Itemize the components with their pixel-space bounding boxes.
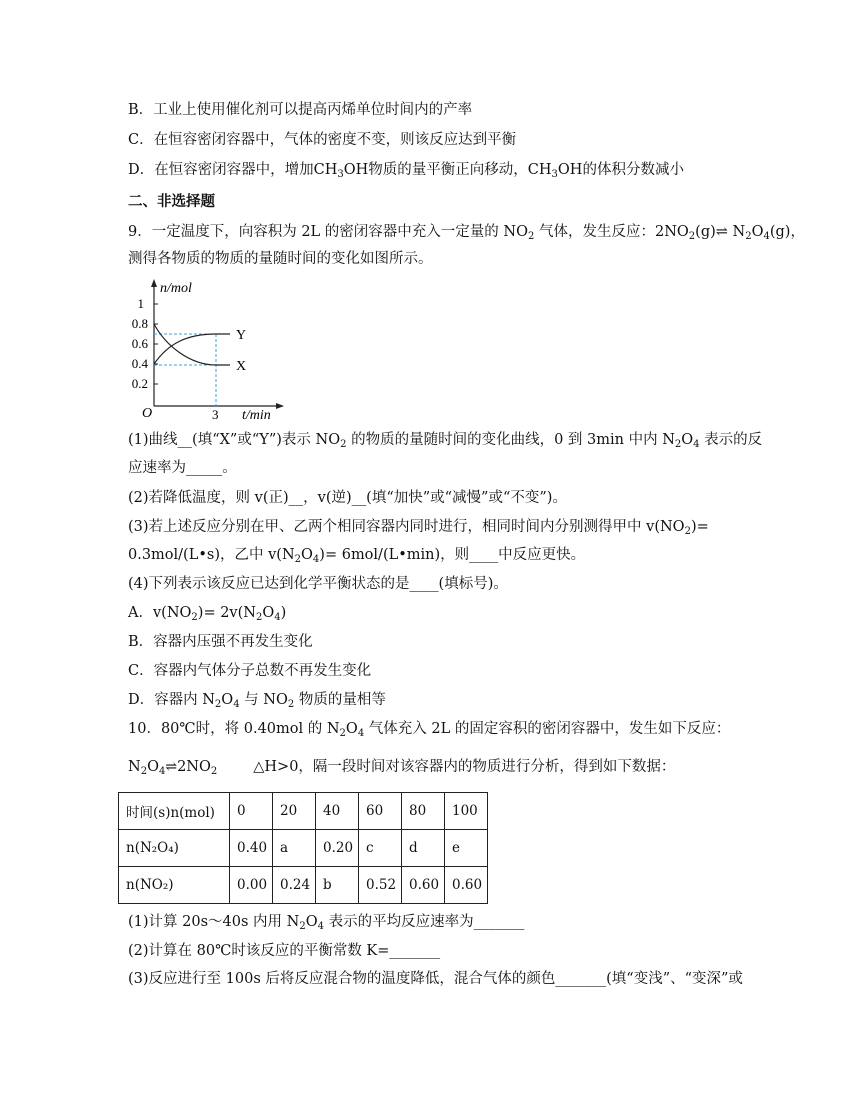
table-cell: 0.60 (445, 867, 488, 904)
table-cell: a (273, 830, 316, 867)
q9-option-c: C．容器内气体分子总数不再发生变化 (128, 663, 372, 679)
table-cell: 0.00 (230, 867, 273, 904)
q10-part2: (2)计算在 80℃时该反应的平衡常数 K=_______ (128, 943, 441, 959)
x-axis-label: t/min (242, 408, 271, 422)
curve-y-label: Y (236, 328, 247, 343)
section-title: 二、非选择题 (128, 193, 215, 210)
q9-option-a: A．$v(NO_2)= 2v(N_2O_4)$ (128, 605, 287, 623)
q9-part1-line1: (1)曲线__(填“X”或“Y”)表示 $NO_2$ 的物质的量随时间的变化曲线，0 到 3min 中内 $N_2O_4$ 表示的反 (128, 432, 763, 450)
q9-part3-line1: (3)若上述反应分别在甲、乙两个相同容器内同时进行，相同时间内分别测得甲中 $v(NO_2)=$ (128, 519, 709, 537)
table-cell: 80 (402, 793, 445, 830)
curve-x-label: X (236, 359, 247, 374)
table-cell: 0.40 (230, 830, 273, 867)
q9-stem-line1: 9．一定温度下，向容积为 2L 的密闭容器中充入一定量的 $NO_2$ 气体，发生反应：$2NO_2(g)\rightleftharpoons$ $N_2O_4(g)$， (128, 224, 805, 242)
table-row (119, 830, 488, 867)
table-cell: 0 (230, 793, 273, 830)
x-axis-arrow (276, 403, 284, 409)
table-cell: n(N₂O₄) (119, 830, 230, 867)
q9-part4: (4)下列表示该反应已达到化学平衡状态的是____(填标号)。 (128, 576, 508, 592)
table-cell: 0.60 (402, 867, 445, 904)
q10-part3: (3)反应进行至 100s 后将反应混合物的温度降低，混合气体的颜色_______(填“变浅”、“变深”或 (128, 971, 743, 987)
q9-part1-line2: 应速率为_____。 (128, 460, 237, 476)
table-cell: 40 (316, 793, 359, 830)
q9-stem-line2: 测得各物质的物质的量随时间的变化如图所示。 (128, 251, 433, 267)
table-cell: 60 (359, 793, 402, 830)
table-row (119, 793, 488, 830)
origin-label: O (142, 406, 153, 421)
y-tick-0.2: 0.2 (131, 376, 148, 391)
curve-x (154, 324, 230, 365)
table-cell: e (445, 830, 488, 867)
y-axis-arrow (151, 279, 157, 287)
table-row (119, 867, 488, 904)
q9-part2: (2)若降低温度，则 v(正)__，v(逆)__(填“加快”或“减慢”或“不变”)。 (128, 490, 567, 506)
q9-part3-line2: 0.3mol/(L•s)，乙中 $v(N_2O_4)=$ 6mol/(L•min)，则____中反应更快。 (128, 547, 586, 565)
option-c-prev: C．在恒容密闭容器中，气体的密度不变，则该反应达到平衡 (128, 132, 517, 148)
table-cell: 0.20 (316, 830, 359, 867)
table-cell: 100 (445, 793, 488, 830)
concentration-graph (120, 276, 290, 422)
y-tick-0.4: 0.4 (131, 356, 148, 371)
y-tick-0.6: 0.6 (131, 336, 148, 351)
table-cell: b (316, 867, 359, 904)
x-tick-3: 3 (212, 407, 219, 422)
q9-option-d: D．容器内 $N_2O_4$ 与 $NO_2$ 物质的量相等 (128, 692, 386, 710)
table-cell: 20 (273, 793, 316, 830)
y-tick-1: 1 (137, 296, 144, 311)
option-b-prev: B．工业上使用催化剂可以提高丙烯单位时间内的产率 (128, 102, 473, 118)
q9-option-b: B．容器内压强不再发生变化 (128, 634, 313, 650)
y-axis-label: n/mol (160, 281, 192, 296)
option-d-prev: D．在恒容密闭容器中，增加$CH_3OH$物质的量平衡正向移动，$CH_3OH$的体积分数减小 (128, 162, 684, 180)
table-cell: d (402, 830, 445, 867)
y-tick-0.8: 0.8 (131, 316, 148, 331)
table-cell: 0.52 (359, 867, 402, 904)
q10-part1: (1)计算 20s～40s 内用 $N_2O_4$ 表示的平均反应速率为_______ (128, 914, 525, 932)
data-table (118, 792, 488, 904)
q10-stem: 10．80℃时，将 0.40mol 的 $N_2O_4$ 气体充入 2L 的固定容积的密闭容器中，发生如下反应： (128, 721, 731, 739)
table-cell: n(NO₂) (119, 867, 230, 904)
q10-reaction: $N_2O_4\rightleftharpoons 2NO_2$ △H>0，隔一段时间对该容器内的物质进行分析，得到如下数据： (128, 759, 676, 777)
table-cell: 时间(s)n(mol) (119, 793, 230, 830)
equilibrium-arrow-icon: ⇌ (165, 759, 178, 775)
table-cell: 0.24 (273, 867, 316, 904)
table-cell: c (359, 830, 402, 867)
